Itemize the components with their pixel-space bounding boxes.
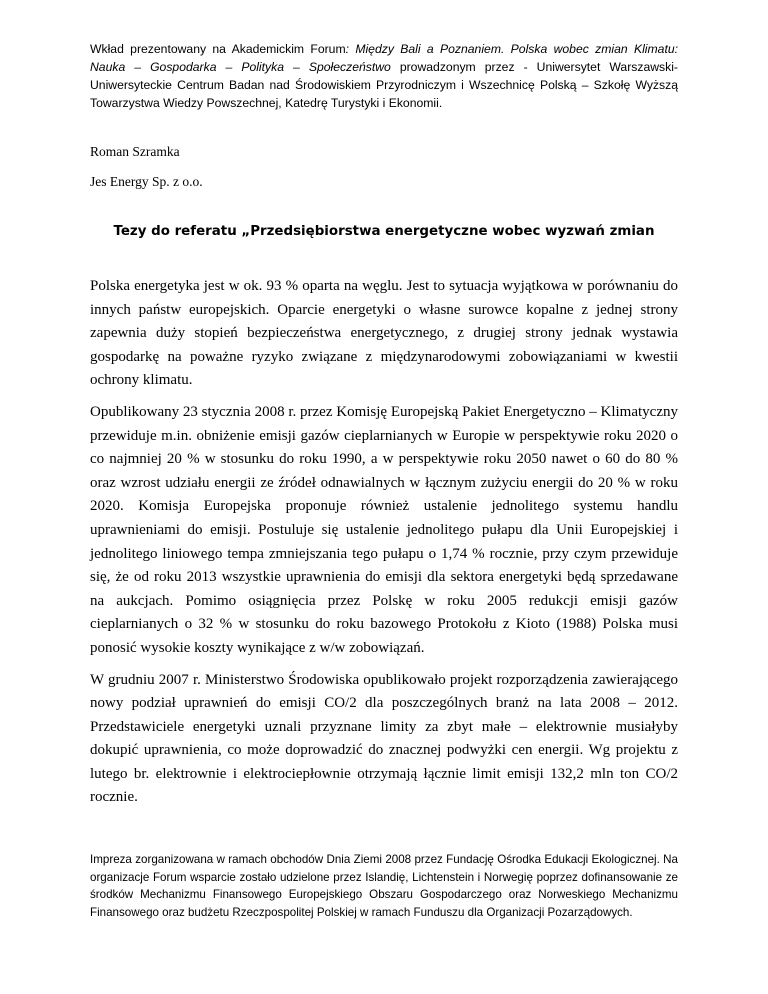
document-title: Tezy do referatu „Przedsiębiorstwa energetyczne wobec wyzwań zmian [113, 224, 655, 239]
company-name: Jes Energy Sp. z o.o. [90, 174, 203, 189]
header-note-part3: prowadzonym przez - Uniwersytet Warszawski- Uniwersyteckie Centrum Badan nad Środowiskiem Przyrodniczym i Wszechnicę Polską – Szkołę Wyższą Towarzystwa Wiedzy Powszechnej, Katedrę Turystyki i Ekonomii. [90, 60, 678, 110]
paragraph-3: W grudniu 2007 r. Ministerstwo Środowiska opublikowało projekt rozporządzenia zawierającego nowy podział uprawnień do emisji CO/2 dla poszczególnych branż na lata 2008 – 2012. Przedstawiciele energetyki uznali przyznane limity za zbyt małe – elektrownie musiałyby dokupić uprawnienia, co może doprowadzić do znacznej podwyżki cen energii. Wg projektu z lutego br. elektrownie i elektrociepłownie otrzymają łącznie limit emisji 132,2 mln ton CO/2 rocznie. [90, 671, 678, 806]
footer-note: Impreza zorganizowana w ramach obchodów Dnia Ziemi 2008 przez Fundację Ośrodka Edukacji Ekologicznej. Na organizacje Forum wsparcie zostało udzielone przez Islandię, Lichtenstein i Norwegię poprzez dofinansowanie ze środków Mechanizmu Finansowego Europejskiego Obszaru Gospodarczego oraz Norweskiego Mechanizmu Finansowego oraz budżetu Rzeczpospolitej Polskiej w ramach Funduszu dla Organizacji Pozarządowych. [90, 853, 678, 919]
header-note-part1: Wkład prezentowany na Akademickim Forum [90, 42, 346, 56]
paragraph-1: Polska energetyka jest w ok. 93 % oparta na węglu. Jest to sytuacja wyjątkowa w porównaniu do innych państw europejskich. Oparcie energetyki o własne surowce kopalne z jednej strony zapewnia duży stopień bezpieczeństwa energetycznego, z drugiej strony jednak wystawia gospodarkę na poważne ryzyko związane z międzynarodowymi zobowiązaniami w kwestii ochrony klimatu. [90, 278, 678, 389]
body-text [90, 275, 678, 818]
paragraph-2: Opublikowany 23 stycznia 2008 r. przez Komisję Europejską Pakiet Energetyczno – Klimatyczny przewiduje m.in. obniżenie emisji gazów cieplarnianych w Europie w perspektywie roku 2020 o co najmniej 20 % w stosunku do roku 1990, a w perspektywie roku 2050 nawet o 60 do 80 % oraz wzrost udziału energii ze źródeł odnawialnych w łącznym zużyciu energii do 20 % w roku 2020. Komisja Europejska proponuje również ustalenie jednolitego systemu handlu uprawnieniami do emisji. Postuluje się ustalenie jednolitego pułapu dla Unii Europejskiej i jednolitego liniowego tempa zmniejszania tego pułapu o 1,74 % rocznie, przy czym przewiduje się, że od roku 2013 wszystkie uprawnienia do emisji dla sektora energetyki będą sprzedawane na aukcjach. Pomimo osiągnięcia przez Polskę w roku 2005 redukcji emisji gazów cieplarnianych o 32 % w stosunku do roku bazowego Protokołu z Kioto (1988) Polska musi ponosić wysokie koszty wynikające z w/w zobowiązań. [90, 403, 678, 656]
header-note-forum-title: : Między Bali a Poznaniem. Polska wobec zmian Klimatu: Nauka – Gospodarka – Polityka – Społeczeństwo [90, 42, 678, 74]
header-note [90, 40, 678, 112]
author-name: Roman Szramka [90, 144, 180, 159]
